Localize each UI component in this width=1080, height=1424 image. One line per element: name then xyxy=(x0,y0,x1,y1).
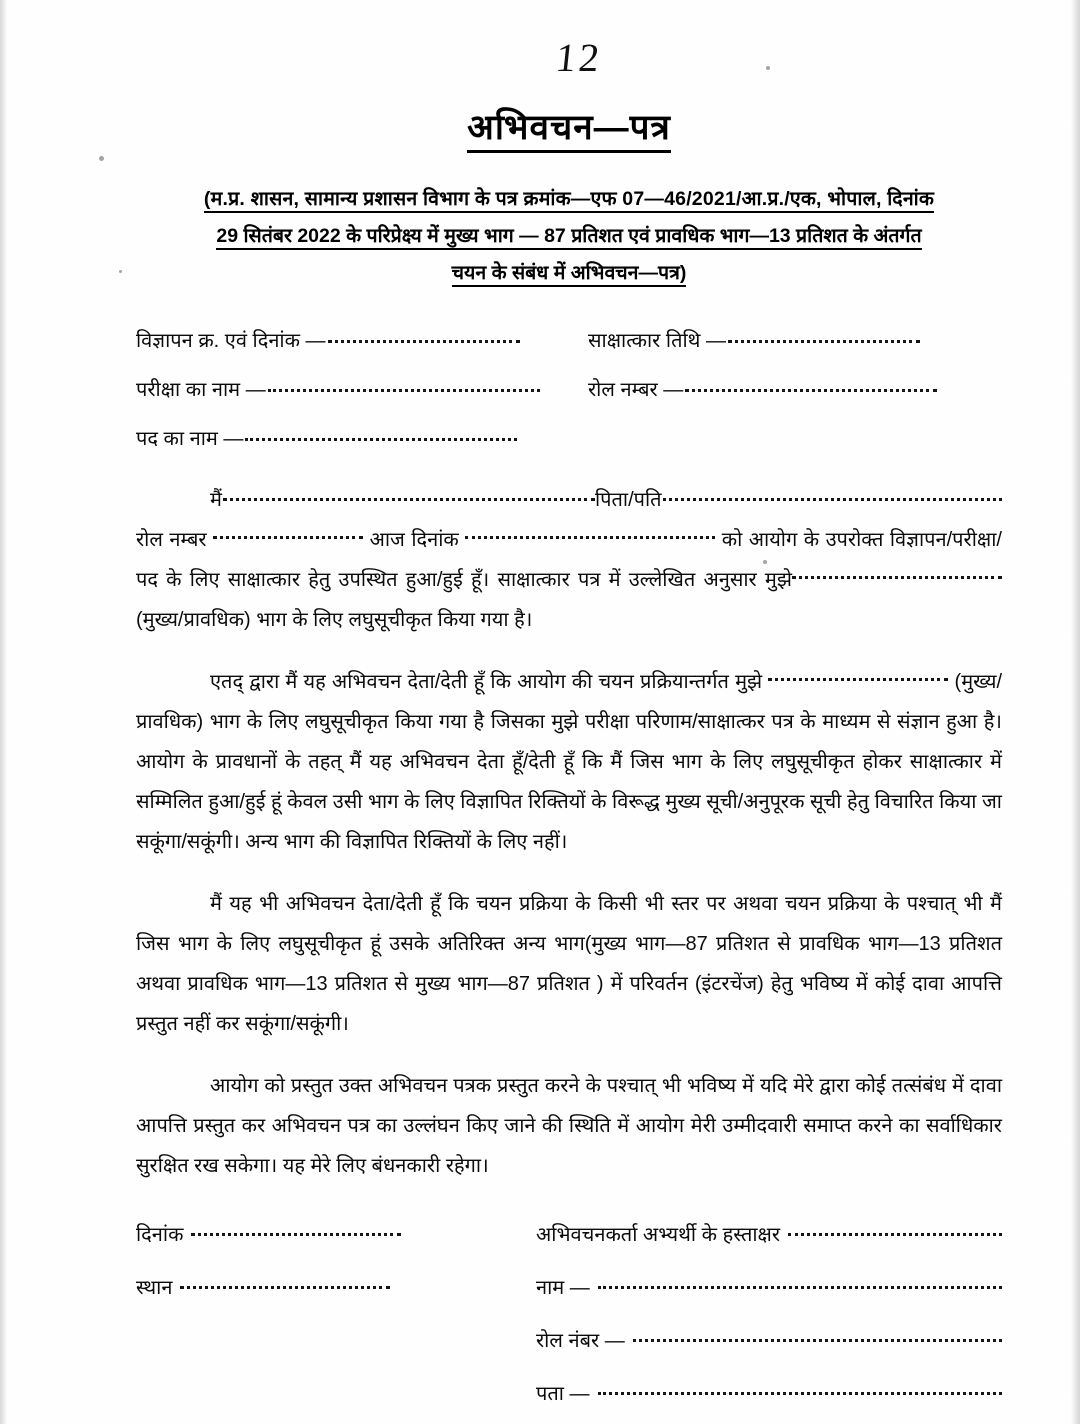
footer-label: पता — xyxy=(536,1383,590,1405)
footer-label: दिनांक xyxy=(136,1224,184,1246)
page-title-text: अभिवचन—पत्र xyxy=(467,108,671,153)
name-blank-line[interactable] xyxy=(598,1286,1002,1289)
header-reference-block xyxy=(136,184,1002,289)
today-date-inline-label: आज दिनांक xyxy=(369,529,459,551)
footer-field-name[interactable] xyxy=(536,1273,1002,1300)
handwritten-page-number: 12 xyxy=(553,35,605,80)
footer-label: रोल नंबर — xyxy=(536,1330,625,1352)
field-roll-number[interactable] xyxy=(588,380,1002,400)
field-exam-name[interactable] xyxy=(136,380,588,400)
declaration-paragraph-4: आयोग को प्रस्तुत उक्त अभिवचन पत्रक प्रस्तुत करने के पश्चात् भी भविष्य में यदि मेरे द्वारा कोई तत्संबंध में दावा आपत्ति प्रस्तुत कर अभिवचन पत्र का उल्लंघन किए जाने की स्थिति में आयोग मेरी उम्मीदवारी समाप्त करने का सर्वाधिकार सुरक्षित रख सकेगा। यह मेरे लिए बंधनकारी रहेगा। xyxy=(136,1075,1002,1177)
field-interview-date[interactable] xyxy=(588,331,1002,351)
declarant-identity-line[interactable] xyxy=(136,485,1002,512)
field-spacer xyxy=(588,429,1002,449)
signature-block xyxy=(136,1220,1002,1424)
father-husband-label: पिता/पति xyxy=(594,489,662,511)
declaration-paragraph-2-text-b: (मुख्य/प्रावधिक) भाग के लिए लघुसूचीकृत किया गया है जिसका मुझे परीक्षा परिणाम/साक्षात्कर पत्र के माध्यम से संज्ञान हुआ है। आयोग के प्रावधानों के तहत् मैं यह अभिवचन देता हूँ/देती हूँ कि मैं जिस भाग के लिए लघुसूचीकृत होकर साक्षात्कार में सम्मिलित हुआ/हुई हूं केवल उसी भाग के लिए विज्ञापित रिक्तियों के विरूद्ध मुख्य सूची/अनुपूरक सूची हेतु विचारित किया जा सकूंगा/सकूंगी। अन्य भाग की विज्ञापित रिक्तियों के लिए नहीं। xyxy=(136,671,1003,853)
page-title xyxy=(136,103,1002,150)
signature-block-right xyxy=(536,1220,1002,1424)
declarant-i-am-label: मैं xyxy=(210,489,222,511)
field-blank-line[interactable] xyxy=(728,340,920,343)
father-husband-name-blank[interactable] xyxy=(663,498,1002,501)
header-line-1: (म.प्र. शासन, सामान्य प्रशासन विभाग के पत्र क्रमांक—एफ 07—46/2021/आ.प्र./एक, भोपाल, दिनांक xyxy=(136,184,1002,215)
field-label: रोल नम्बर — xyxy=(588,379,684,401)
footer-blank-line[interactable] xyxy=(180,1286,390,1289)
field-blank-line[interactable] xyxy=(685,389,937,392)
field-blank-line[interactable] xyxy=(328,340,520,343)
footer-field-place[interactable] xyxy=(136,1273,536,1300)
field-row xyxy=(136,380,1002,400)
form-fields xyxy=(136,331,1002,449)
roll-number-inline-blank[interactable] xyxy=(213,536,363,539)
today-date-inline-blank[interactable] xyxy=(465,536,715,539)
declaration-paragraph-2 xyxy=(136,662,1002,862)
declaration-paragraph-1 xyxy=(136,520,1002,640)
footer-label: नाम — xyxy=(536,1277,590,1299)
header-line-3: चयन के संबंध में अभिवचन—पत्र) xyxy=(136,258,1002,289)
footer-blank-line[interactable] xyxy=(191,1233,401,1236)
shortlist-part-blank-1[interactable] xyxy=(792,576,1002,579)
declarant-name-blank[interactable] xyxy=(223,498,595,501)
footer-field-address[interactable] xyxy=(536,1379,1002,1406)
declaration-paragraph-1-text-b: (मुख्य/प्रावधिक) भाग के लिए लघुसूचीकृत किया गया है। xyxy=(136,609,533,631)
field-label: परीक्षा का नाम — xyxy=(136,379,266,401)
declaration-body xyxy=(136,485,1002,1186)
declaration-paragraph-3: मैं यह भी अभिवचन देता/देती हूँ कि चयन प्रक्रिया के किसी भी स्तर पर अथवा चयन प्रक्रिया के पश्चात् भी मैं जिस भाग के लिए लघुसूचीकृत हूं उसके अतिरिक्त अन्य भाग(मुख्य भाग—87 प्रतिशत से प्रावधिक भाग—13 प्रतिशत अथवा प्रावधिक भाग—13 प्रतिशत से मुख्य भाग—87 प्रतिशत ) में परिवर्तन (इंटरचेंज) हेतु भविष्य में कोई दावा आपत्ति प्रस्तुत नहीं कर सकूंगा/सकूंगी। xyxy=(136,893,1002,1035)
declaration-paragraph-1-text-a: को आयोग के उपरोक्त विज्ञापन/परीक्षा/पद के लिए साक्षात्कार हेतु उपस्थित हुआ/हुई हूँ। साक्षात्कार पत्र में उल्लेखित अनुसार मुझे xyxy=(136,529,1002,591)
field-label: पद का नाम — xyxy=(136,428,244,450)
declaration-paragraph-2-text-a: एतद् द्वारा मैं यह अभिवचन देता/देती हूँ कि आयोग की चयन प्रक्रियान्तर्गत मुझे xyxy=(210,671,763,693)
field-label: विज्ञापन क्र. एवं दिनांक — xyxy=(136,330,326,352)
field-label: साक्षात्कार तिथि — xyxy=(588,330,726,352)
shortlist-part-blank-2[interactable] xyxy=(768,678,948,681)
footer-label: अभिवचनकर्ता अभ्यर्थी के हस्ताक्षर xyxy=(536,1224,781,1246)
field-post-name[interactable] xyxy=(136,429,588,449)
header-line-2: 29 सितंबर 2022 के परिप्रेक्ष्य में मुख्य भाग — 87 प्रतिशत एवं प्रावधिक भाग—13 प्रतिशत के अंतर्गत xyxy=(136,221,1002,252)
field-blank-line[interactable] xyxy=(245,438,517,441)
address-blank-line[interactable] xyxy=(598,1392,1003,1395)
footer-label: स्थान xyxy=(136,1277,173,1299)
field-advertisement-no-date[interactable] xyxy=(136,331,588,351)
field-blank-line[interactable] xyxy=(268,389,540,392)
signature-blank-line[interactable] xyxy=(788,1233,1002,1236)
footer-field-roll-number[interactable] xyxy=(536,1326,1002,1353)
roll-number-inline-label: रोल नम्बर xyxy=(136,529,207,551)
footer-field-signature[interactable] xyxy=(536,1220,1002,1247)
signature-block-left xyxy=(136,1220,536,1424)
field-row xyxy=(136,331,1002,351)
field-row xyxy=(136,429,1002,449)
footer-field-date[interactable] xyxy=(136,1220,536,1247)
roll-number-blank-line[interactable] xyxy=(633,1339,1002,1342)
